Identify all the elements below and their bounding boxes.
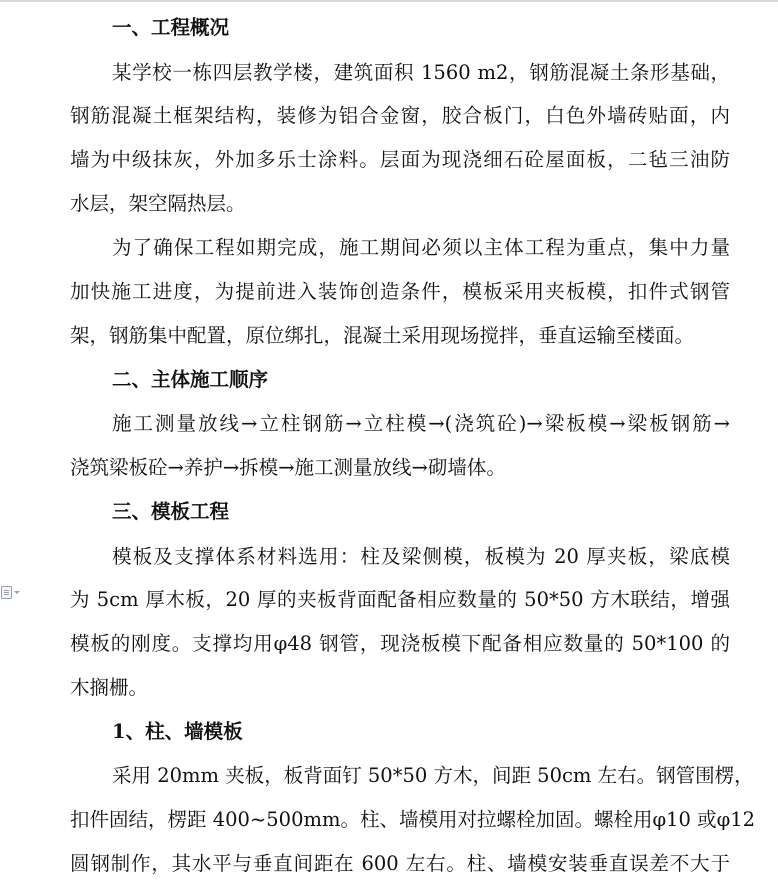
paragraph-line: 木搁栅。 xyxy=(70,676,149,699)
paragraph-line: 圆钢制作，其水平与垂直间距在 600 左右。柱、墙模安装垂直误差不大于 xyxy=(70,852,730,875)
top-border xyxy=(0,0,778,2)
paragraph-line: 为了确保工程如期完成，施工期间必须以主体工程为重点，集中力量 xyxy=(112,236,730,259)
section-1-heading: 一、工程概况 xyxy=(112,16,230,39)
paragraph-line: 水层，架空隔热层。 xyxy=(70,192,246,215)
paragraph-line: 墙为中级抹灰，外加多乐士涂料。层面为现浇细石砼屋面板，二毡三油防 xyxy=(70,148,730,171)
section-3-heading: 三、模板工程 xyxy=(112,500,230,523)
paragraph-line: 钢筋混凝土框架结构，装修为铝合金窗，胶合板门，白色外墙砖贴面，内 xyxy=(70,104,730,127)
section-2-heading: 二、主体施工顺序 xyxy=(112,368,269,391)
paragraph-line: 模板的刚度。支撑均用φ48 钢管，现浇板模下配备相应数量的 50*100 的 xyxy=(70,632,730,655)
paragraph-line: 采用 20mm 夹板，板背面钉 50*50 方木，间距 50cm 左右。钢管围楞， xyxy=(112,764,754,787)
paragraph-line: 某学校一栋四层教学楼，建筑面积 1560 m2，钢筋混凝土条形基础， xyxy=(112,61,730,84)
paragraph-line: 扣件固结，楞距 400~500mm。柱、墙模用对拉螺栓加固。螺栓用φ10 或φ12 xyxy=(70,808,756,831)
paragraph-line: 加快施工进度，为提前进入装饰创造条件，模板采用夹板模，扣件式钢管 xyxy=(70,280,730,303)
paragraph-line: 架，钢筋集中配置，原位绑扎，混凝土采用现场搅拌，垂直运输至楼面。 xyxy=(70,324,695,347)
paragraph-line: 浇筑梁板砼→养护→拆模→施工测量放线→砌墙体。 xyxy=(70,456,506,479)
paste-options-icon[interactable] xyxy=(1,585,23,599)
paragraph-line: 模板及支撑体系材料选用：柱及梁侧模，板模为 20 厚夹板，梁底模 xyxy=(112,545,730,568)
chevron-down-icon xyxy=(14,591,20,594)
document-icon xyxy=(1,586,12,599)
paragraph-line: 为 5cm 厚木板，20 厚的夹板背面配备相应数量的 50*50 方木联结，增强 xyxy=(70,588,730,611)
subsection-3-1-heading: 1、柱、墙模板 xyxy=(112,720,243,743)
paragraph-line: 施工测量放线→立柱钢筋→立柱模→(浇筑砼)→梁板模→梁板钢筋→ xyxy=(112,412,730,435)
